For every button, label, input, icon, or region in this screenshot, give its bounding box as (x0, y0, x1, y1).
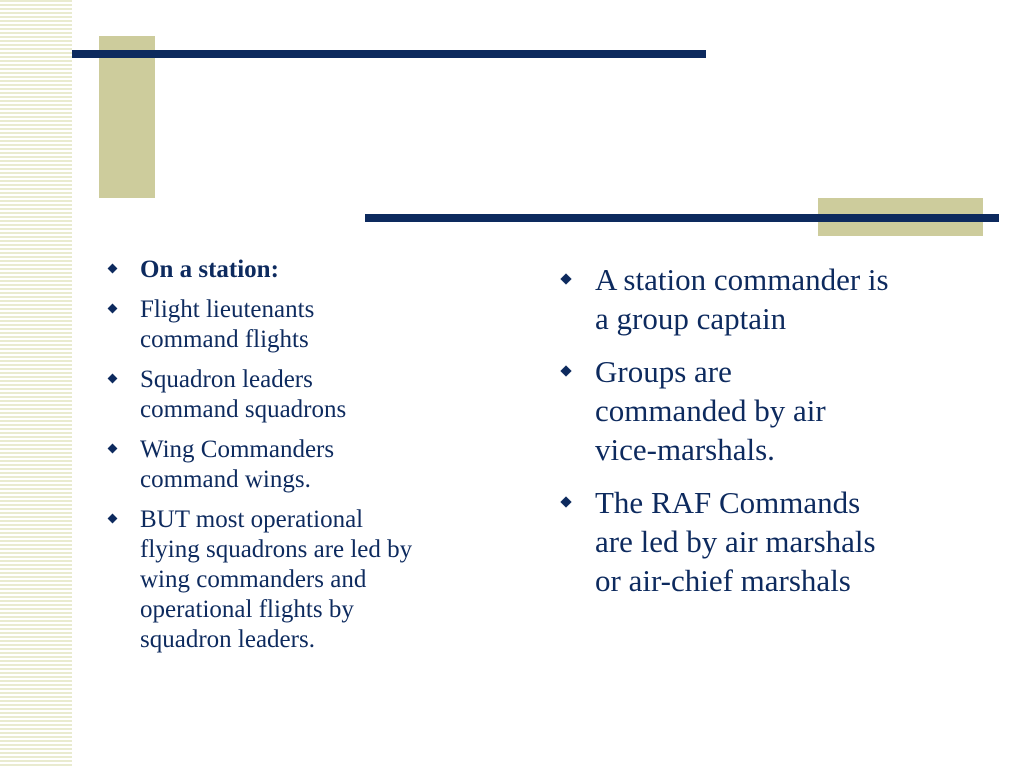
list-item-text: The RAF Commands are led by air marshals or air-chief marshals (595, 485, 876, 598)
list-item (105, 365, 525, 425)
list-item (558, 260, 998, 338)
top-accent-block (99, 36, 155, 198)
list-heading: On a station: (140, 256, 279, 283)
list-item (105, 255, 525, 285)
list-item-text: BUT most operational flying squadrons are led by wing commanders and operational flights by squadron leaders. (140, 506, 413, 653)
diamond-bullet-icon (108, 304, 118, 314)
list-item-text: Wing Commanders command wings. (140, 436, 335, 493)
middle-rule (365, 214, 999, 222)
right-bullet-list (558, 260, 998, 614)
list-item-text: Squadron leaders command squadrons (140, 366, 347, 423)
list-item (558, 352, 998, 469)
list-item-text: Flight lieutenants command flights (140, 296, 315, 353)
diamond-bullet-icon (560, 496, 571, 507)
diamond-bullet-icon (560, 365, 571, 376)
list-item (558, 483, 998, 600)
left-bullet-list (105, 255, 525, 665)
list-item-text: A station commander is a group captain (595, 262, 889, 336)
list-item (105, 505, 525, 655)
diamond-bullet-icon (108, 374, 118, 384)
list-item-text: Groups are commanded by air vice-marshals. (595, 354, 826, 467)
diamond-bullet-icon (560, 273, 571, 284)
list-item (105, 295, 525, 355)
diamond-bullet-icon (108, 514, 118, 524)
top-rule (72, 50, 706, 58)
diamond-bullet-icon (108, 444, 118, 454)
list-item (105, 435, 525, 495)
diamond-bullet-icon (108, 264, 118, 274)
decorative-stripe-band (0, 0, 72, 768)
